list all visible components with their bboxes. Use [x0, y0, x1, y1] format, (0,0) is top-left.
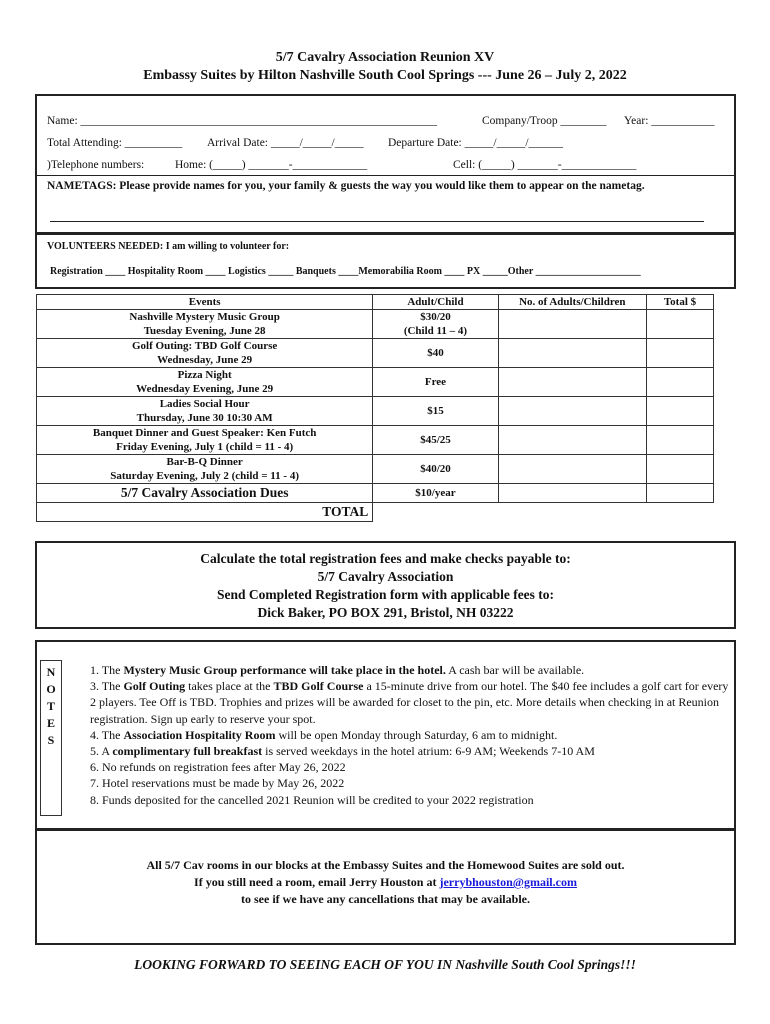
- events-table: [36, 294, 714, 522]
- total-input-cell[interactable]: [646, 455, 713, 484]
- page-title: 5/7 Cavalry Association Reunion XV: [275, 50, 495, 65]
- email-link[interactable]: jerrybhouston@gmail.com: [439, 875, 577, 889]
- rooms-line-2: If you still need a room, email Jerry Houston at jerrybhouston@gmail.com: [194, 875, 577, 889]
- payment-line-2: 5/7 Cavalry Association: [317, 569, 454, 584]
- total-label: TOTAL: [37, 503, 373, 522]
- nametag-line[interactable]: [50, 221, 704, 222]
- notes-letter: T: [46, 699, 55, 713]
- event-price-note: (Child 11 – 4): [403, 325, 468, 337]
- table-row: [37, 455, 714, 484]
- event-name: Pizza Night: [177, 369, 232, 381]
- count-input-cell[interactable]: [498, 397, 646, 426]
- name-field[interactable]: Name: ______________________________________________________________: [47, 115, 438, 127]
- rooms-line-1: All 5/7 Cav rooms in our blocks at the Embassy Suites and the Homewood Suites are sold out.: [146, 858, 625, 872]
- payment-box: [35, 541, 736, 629]
- count-input-cell[interactable]: [498, 310, 646, 339]
- payment-line-1: Calculate the total registration fees and make checks payable to:: [200, 551, 571, 566]
- dues-label: 5/7 Cavalry Association Dues: [37, 484, 373, 503]
- col-count: No. of Adults/Children: [498, 295, 646, 310]
- col-adult-child: Adult/Child: [373, 295, 498, 310]
- note-4: 4. The Association Hospitality Room will be open Monday through Saturday, 6 am to midnight.: [90, 727, 558, 742]
- total-attending-field[interactable]: Total Attending: __________: [47, 137, 183, 149]
- count-input-cell[interactable]: [498, 455, 646, 484]
- table-row: [37, 368, 714, 397]
- total-input-cell[interactable]: [646, 310, 713, 339]
- dues-price: $10/year: [373, 484, 498, 503]
- total-input-cell[interactable]: [646, 368, 713, 397]
- event-name: Ladies Social Hour: [159, 398, 250, 410]
- event-price: $40/20: [373, 455, 498, 484]
- home-phone-field[interactable]: Home: (_____) _______-_____________: [175, 159, 368, 171]
- col-events: Events: [37, 295, 373, 310]
- event-price: $45/25: [373, 426, 498, 455]
- divider: [35, 175, 736, 176]
- notes-side-label: [40, 660, 62, 816]
- count-input-cell[interactable]: [498, 368, 646, 397]
- event-name: Nashville Mystery Music Group: [129, 311, 280, 323]
- event-date: Wednesday Evening, June 29: [136, 383, 274, 395]
- note-5: 5. A complimentary full breakfast is served weekdays in the hotel atrium: 6-9 AM; Weekends 7-10 AM: [90, 744, 595, 759]
- note-6: 6. No refunds on registration fees after May 26, 2022: [90, 760, 346, 775]
- event-price: $40: [373, 339, 498, 368]
- total-input-cell[interactable]: [646, 397, 713, 426]
- company-troop-field[interactable]: Company/Troop ________: [482, 115, 607, 127]
- note-3: 3. The Golf Outing takes place at the TBD Golf Course a 15-minute drive from our hotel. The $40 fee includes a golf cart for every 2 players. Tee Off is TBD. Trophies and prizes will be awarded for closet to the pin, etc. More details when checking in at Reunion registration. Sign up early to reserve your spot.: [90, 679, 729, 726]
- volunteer-options[interactable]: Registration ____ Hospitality Room ____ Logistics _____ Banquets ____Memorabilia Room ____ PX _____Other _____________________: [50, 266, 641, 277]
- departure-date-field[interactable]: Departure Date: _____/_____/______: [388, 137, 564, 149]
- event-date: Saturday Evening, July 2 (child = 11 - 4): [110, 470, 299, 482]
- cell-phone-field[interactable]: Cell: (_____) _______-_____________: [453, 159, 637, 171]
- notes-letter: S: [47, 733, 55, 747]
- event-price: $30/20: [420, 311, 451, 323]
- footer-message: LOOKING FORWARD TO SEEING EACH OF YOU IN Nashville South Cool Springs!!!: [134, 957, 636, 972]
- notes-list: [90, 662, 730, 808]
- col-total: Total $: [646, 295, 713, 310]
- total-input-cell[interactable]: [646, 339, 713, 368]
- total-input-cell[interactable]: [646, 484, 713, 503]
- event-name: Golf Outing: TBD Golf Course: [132, 340, 278, 352]
- event-date: Friday Evening, July 1 (child = 11 - 4): [116, 441, 294, 453]
- count-input-cell[interactable]: [498, 426, 646, 455]
- count-input-cell[interactable]: [498, 484, 646, 503]
- volunteers-heading: VOLUNTEERS NEEDED: I am willing to volunteer for:: [47, 241, 290, 252]
- event-name: Bar-B-Q Dinner: [166, 456, 243, 468]
- table-row: [37, 503, 714, 522]
- rooms-box: [35, 829, 736, 945]
- arrival-date-field[interactable]: Arrival Date: _____/_____/_____: [207, 137, 364, 149]
- event-price: Free: [373, 368, 498, 397]
- event-date: Thursday, June 30 10:30 AM: [136, 412, 273, 424]
- nametags-instructions: NAMETAGS: Please provide names for you, your family & guests the way you would like them to appear on the nametag.: [47, 180, 645, 192]
- table-row: [37, 426, 714, 455]
- notes-letter: N: [46, 665, 56, 679]
- payment-line-3: Send Completed Registration form with applicable fees to:: [216, 587, 555, 602]
- year-field[interactable]: Year: ___________: [624, 115, 715, 127]
- count-input-cell[interactable]: [498, 339, 646, 368]
- note-1: 1. The Mystery Music Group performance will take place in the hotel. A cash bar will be available.: [90, 663, 585, 677]
- page-subtitle: Embassy Suites by Hilton Nashville South Cool Springs --- June 26 – July 2, 2022: [143, 68, 627, 83]
- event-date: Wednesday, June 29: [157, 354, 253, 366]
- total-input-cell[interactable]: [646, 426, 713, 455]
- event-date: Tuesday Evening, June 28: [143, 325, 266, 337]
- note-8: 8. Funds deposited for the cancelled 2021 Reunion will be credited to your 2022 registration: [90, 792, 534, 807]
- table-row: [37, 339, 714, 368]
- note-7: 7. Hotel reservations must be made by May 26, 2022: [90, 776, 345, 791]
- event-price: $15: [373, 397, 498, 426]
- event-name: Banquet Dinner and Guest Speaker: Ken Futch: [92, 427, 317, 439]
- payment-line-4: Dick Baker, PO BOX 291, Bristol, NH 03222: [257, 605, 514, 620]
- table-row: [37, 397, 714, 426]
- notes-letter: E: [46, 716, 55, 730]
- telephone-label: )Telephone numbers:: [47, 159, 145, 171]
- table-row: [37, 310, 714, 339]
- rooms-line-3: to see if we have any cancellations that may be available.: [241, 892, 530, 906]
- table-row: [37, 484, 714, 503]
- notes-letter: O: [46, 682, 56, 696]
